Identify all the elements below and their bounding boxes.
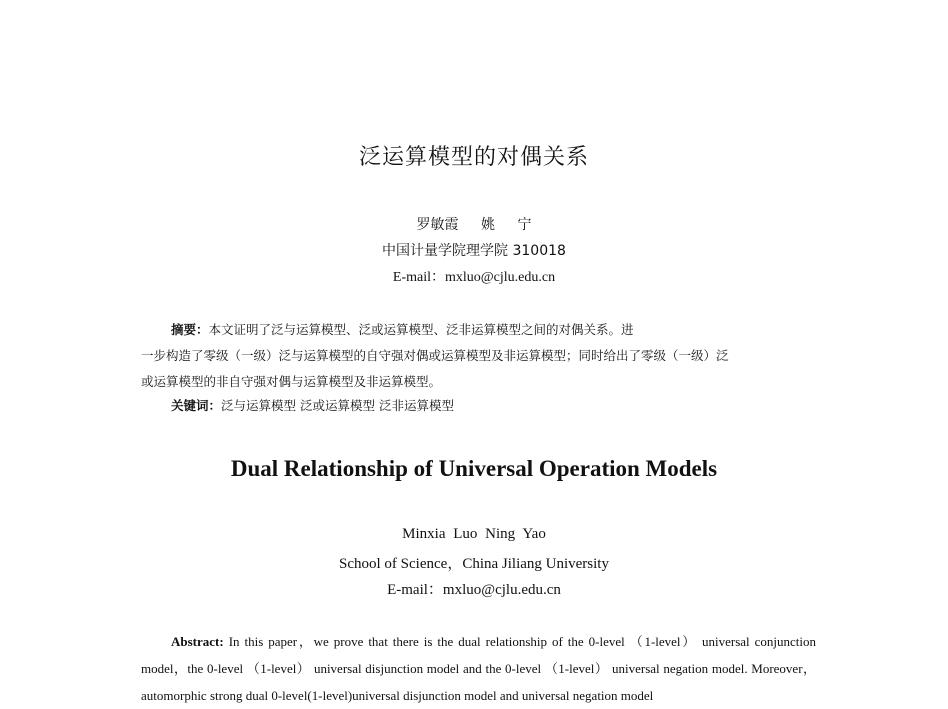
english-title: Dual Relationship of Universal Operation Models [230, 456, 718, 481]
english-abstract-label: Abstract: [171, 634, 224, 649]
chinese-abstract-line-2: 一步构造了零级（一级）泛与运算模型的自守强对偶或运算模型及非运算模型；同时给出了零级（一级）泛 [141, 348, 729, 363]
english-affiliation: School of Science，China Jiliang University [339, 556, 609, 572]
chinese-title: 泛运算模型的对偶关系 [358, 145, 589, 170]
chinese-email: E-mail：mxluo@cjlu.edu.cn [392, 270, 556, 285]
english-abstract-text: In this paper，we prove that there is the dual relationship of the 0-level （1-level） universal conjunction model，the 0-level （1-level） universal disjunction model and the 0-level （1-level） universal negation model. Moreover，automorphic strong dual 0-level(1-level)universal disjunction model and universal negation model [141, 634, 816, 703]
english-email: E-mail：mxluo@cjlu.edu.cn [387, 582, 561, 598]
chinese-abstract [141, 317, 816, 395]
chinese-keywords-text: 泛与运算模型 泛或运算模型 泛非运算模型 [221, 398, 454, 413]
english-abstract [141, 628, 816, 709]
chinese-authors: 罗敏霞 姚 宁 [416, 217, 532, 233]
english-authors: Minxia Luo Ning Yao [402, 526, 546, 542]
chinese-abstract-line-3: 或运算模型的非自守强对偶与运算模型及非运算模型。 [141, 374, 442, 389]
chinese-abstract-label: 摘要： [171, 322, 209, 337]
chinese-keywords [171, 396, 454, 414]
chinese-abstract-line-1: 摘要：本文证明了泛与运算模型、泛或运算模型、泛非运算模型之间的对偶关系。进 [171, 322, 634, 337]
chinese-affiliation: 中国计量学院理学院 310018 [382, 243, 566, 259]
chinese-keywords-label: 关键词： [171, 398, 222, 413]
